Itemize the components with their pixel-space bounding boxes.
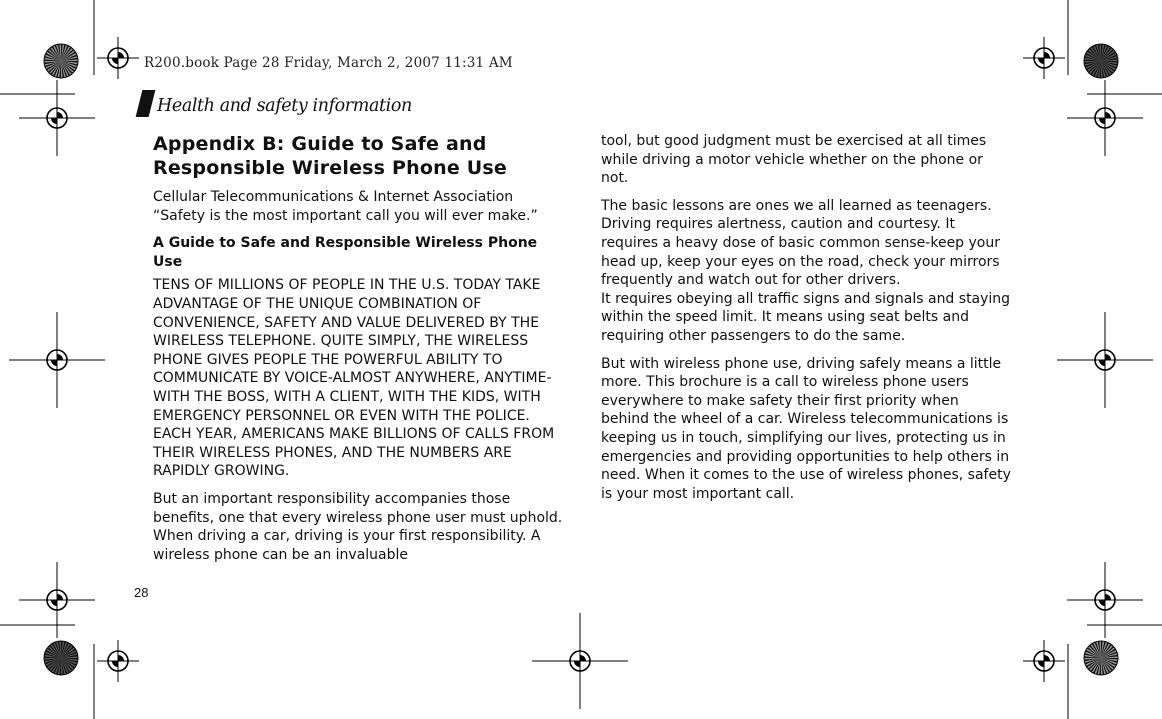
traffic-signs-paragraph: It requires obeying all traffic signs and signals and staying within the speed limit. It means using seat belts and requiring other passengers to do the same.: [601, 290, 1011, 344]
appendix-title: Appendix B: Guide to Safe and Responsible Wireless Phone Use: [153, 133, 507, 179]
guide-subheading: A Guide to Safe and Responsible Wireless Phone Use: [153, 235, 538, 270]
starburst-register-icon: [1084, 44, 1118, 78]
registration-target-icon: [532, 613, 628, 709]
registration-target-icon: [9, 312, 105, 408]
registration-target-icon: [1057, 312, 1153, 408]
registration-target-icon: [1067, 80, 1143, 156]
association-quote: “Safety is the most important call you will ever make.”: [153, 207, 538, 224]
section-header: Health and safety information: [157, 96, 412, 116]
print-slug-line: R200.book Page 28 Friday, March 2, 2007 11:31 AM: [144, 55, 513, 71]
right-column: [601, 132, 1011, 512]
caps-paragraph: TENS OF MILLIONS OF PEOPLE IN THE U.S. TODAY TAKE ADVANTAGE OF THE UNIQUE COMBINATION OF CONVENIENCE, SAFETY AND VALUE DELIVERED BY THE WIRELESS TELEPHONE. QUITE SIMPLY, THE WIRELESS PHONE GIVES PEOPLE THE POWERFUL ABILITY TO COMMUNICATE BY VOICE-ALMOST ANYWHERE, ANYTIME-WITH THE BOSS, WITH A CLIENT, WITH THE KIDS, WITH EMERGENCY PERSONNEL OR EVEN WITH THE POLICE. EACH YEAR, AMERICANS MAKE BILLIONS OF CALLS FROM THEIR WIRELESS PHONES, AND THE NUMBERS ARE RAPIDLY GROWING.: [153, 277, 555, 480]
association-block: [153, 188, 571, 225]
wireless-safety-paragraph: But with wireless phone use, driving safely means a little more. This brochure is a call to wireless phone users everywhere to make safety their first priority when behind the wheel of a car. Wireless telecommunications is keeping us in touch, simplifying our lives, protecting us in emergencies and providing opportunities to help others in need. When it comes to the use of wireless phones, safety is your most important call.: [601, 355, 1011, 502]
responsibility-paragraph: But an important responsibility accompanies those benefits, one that every wireless phone user must uphold. When driving a car, driving is your first responsibility. A wireless phone can be an invaluable: [153, 490, 563, 563]
registration-target-icon: [1067, 562, 1143, 638]
starburst-register-icon: [44, 44, 78, 78]
page-number: 28: [134, 585, 149, 600]
registration-target-icon: [19, 80, 95, 156]
starburst-register-icon: [44, 641, 78, 675]
registration-target-icon: [1023, 640, 1065, 682]
continued-paragraph: tool, but good judgment must be exercised at all times while driving a motor vehicle whether on the phone or not.: [601, 133, 987, 187]
registration-target-icon: [1023, 37, 1065, 79]
registration-target-icon: [19, 562, 95, 638]
basic-lessons-paragraph: The basic lessons are ones we all learned as teenagers. Driving requires alertness, caution and courtesy. It requires a heavy dose of basic common sense-keep your head up, keep your eyes on the road, check your mirrors frequently and watch out for other drivers.: [601, 197, 1000, 289]
starburst-register-icon: [1084, 641, 1118, 675]
association-name: Cellular Telecommunications & Internet Association: [153, 189, 514, 205]
registration-target-icon: [97, 640, 139, 682]
left-column: [153, 132, 571, 573]
registration-target-icon: [97, 37, 139, 79]
